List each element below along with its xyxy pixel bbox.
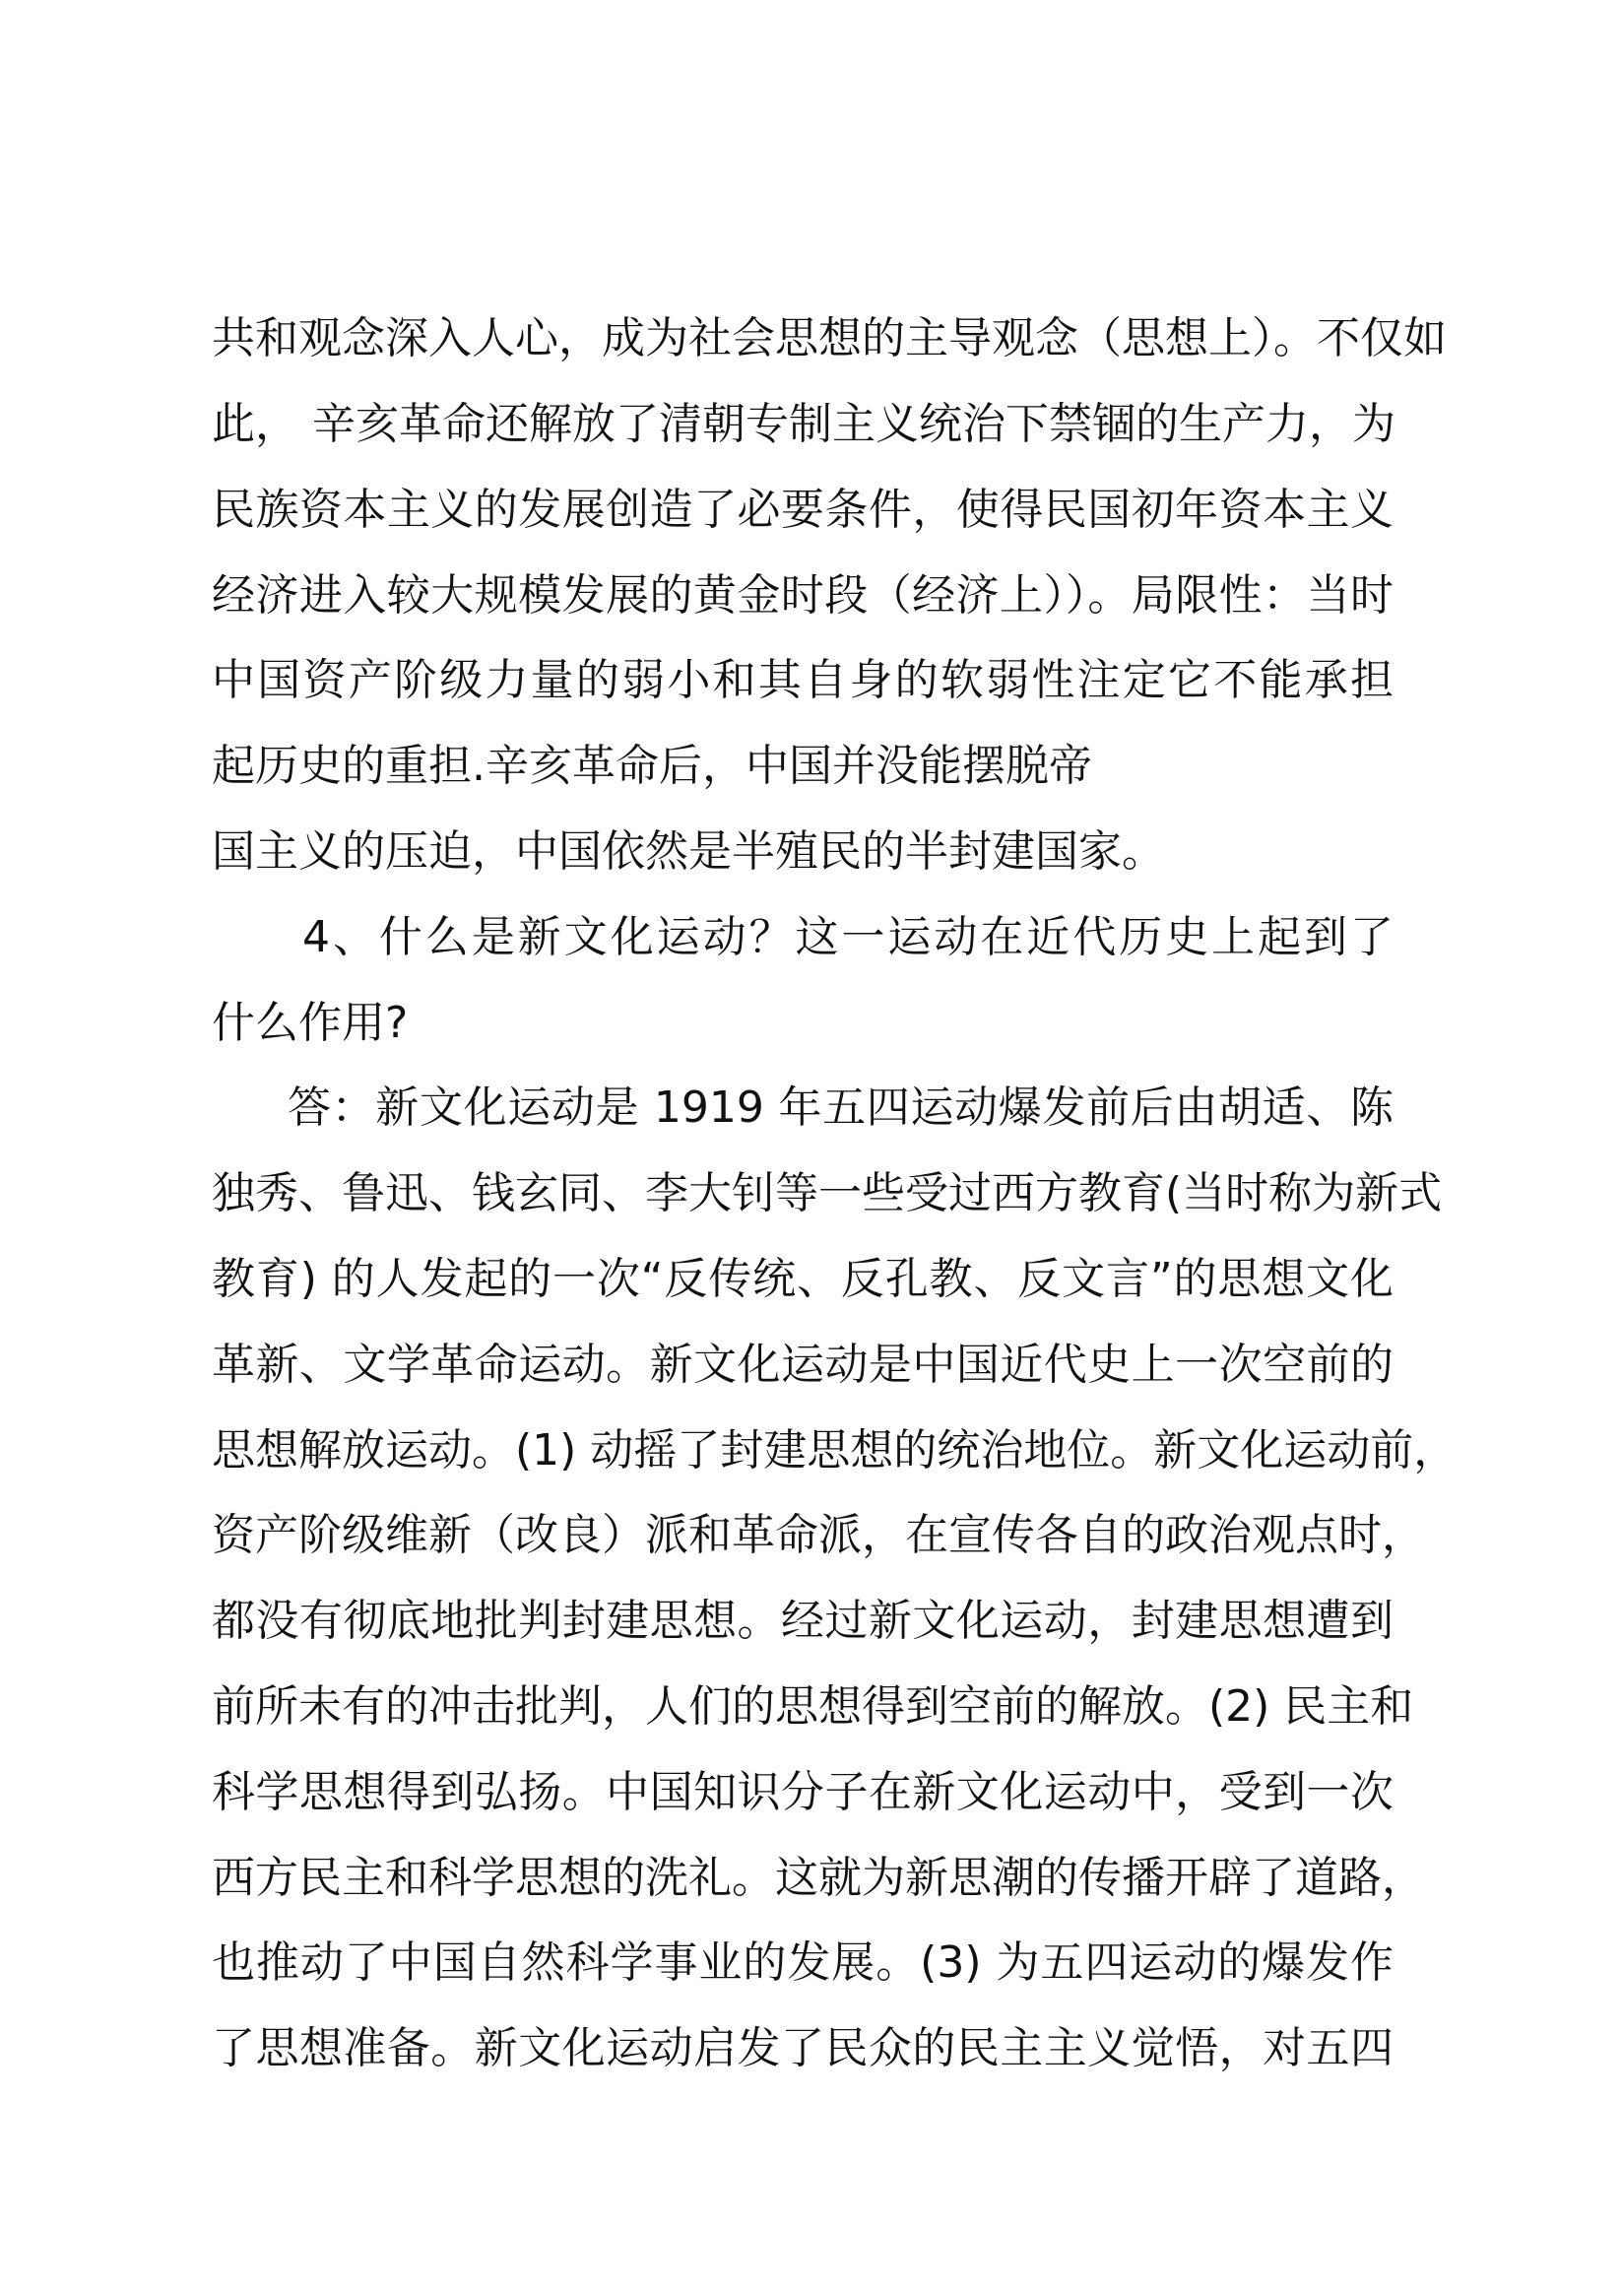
- answer-line: 也推动了中国自然科学事业的发展。(3) 为五四运动的爆发作: [212, 1937, 1394, 1988]
- question-heading: 什么作用?: [212, 998, 409, 1048]
- answer-line: 西方民主和科学思想的洗礼。这就为新思潮的传播开辟了道路，: [212, 1853, 1425, 1903]
- answer-line: 思想解放运动。(1) 动摇了封建思想的统治地位。新文化运动前，: [212, 1425, 1458, 1476]
- paragraph-line: 经济进入较大规模发展的黄金时段（经济上））。局限性：当时: [212, 570, 1394, 621]
- answer-line: 都没有彻底地批判封建思想。经过新文化运动，封建思想遭到: [212, 1596, 1394, 1646]
- answer-line: 革新、文学革命运动。新文化运动是中国近代史上一次空前的: [212, 1340, 1394, 1390]
- answer-line: 科学思想得到弘扬。中国知识分子在新文化运动中，受到一次: [212, 1767, 1394, 1817]
- paragraph-line: 中国资产阶级力量的弱小和其自身的软弱性注定它不能承担: [212, 655, 1394, 705]
- answer-line: 前所未有的冲击批判，人们的思想得到空前的解放。(2) 民主和: [212, 1681, 1414, 1732]
- paragraph-line: 共和观念深入人心，成为社会思想的主导观念（思想上）。不仅如: [212, 313, 1447, 363]
- answer-line: 教育) 的人发起的一次“反传统、反孔教、反文言”的思想文化: [212, 1254, 1394, 1304]
- question-heading: 4、什么是新文化运动？这一运动在近代历史上起到了: [302, 912, 1394, 962]
- paragraph-line: 民族资本主义的发展创造了必要条件，使得民国初年资本主义: [212, 485, 1394, 535]
- paragraph-line: 国主义的压迫，中国依然是半殖民的半封建国家。: [212, 826, 1165, 877]
- answer-line: 独秀、鲁迅、钱玄同、李大钊等一些受过西方教育(当时称为新式: [212, 1168, 1443, 1218]
- answer-line: 资产阶级维新（改良）派和革命派，在宣传各自的政治观点时，: [212, 1510, 1425, 1560]
- paragraph-line: 此， 辛亥革命还解放了清朝专制主义统治下禁锢的生产力，为: [212, 399, 1395, 449]
- answer-line: 了思想准备。新文化运动启发了民众的民主主义觉悟，对五四: [212, 2023, 1394, 2073]
- paragraph-line: 起历史的重担.辛亥革命后，中国并没能摆脱帝: [212, 741, 1092, 791]
- answer-line: 答：新文化运动是 1919 年五四运动爆发前后由胡适、陈: [288, 1082, 1394, 1133]
